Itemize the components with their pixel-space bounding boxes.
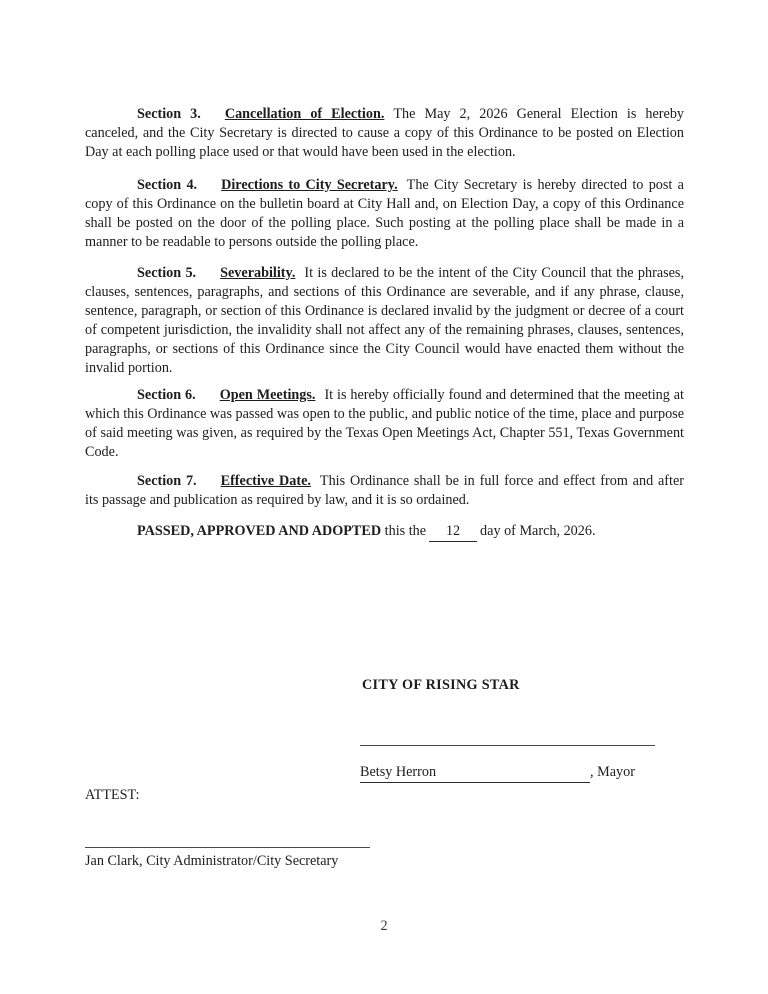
mayor-name-row [360, 763, 635, 783]
section-4-body: The City Secretary is hereby directed to post a copy of this Ordinance on the bulletin board at City Hall and, on Election Day, a copy of this Ordinance shall be posted on the door of the polling place. Such posting at the polling place shall be made in a manner to be readable to persons outside the polling place. [85, 177, 684, 250]
attest-label: ATTEST: [85, 787, 140, 803]
section-3-label: Section 3. [137, 106, 201, 122]
page-number: 2 [380, 918, 388, 934]
section-7-paragraph [85, 472, 684, 510]
mayor-signature-line [360, 745, 655, 746]
adoption-pre-blank: this the [384, 523, 427, 539]
mayor-printed-name: Betsy Herron [360, 763, 590, 783]
section-6-label: Section 6. [137, 387, 196, 403]
city-name-heading: CITY OF RISING STAR [362, 677, 520, 693]
section-6-paragraph [85, 386, 684, 462]
section-6-heading: Open Meetings. [219, 387, 316, 403]
section-7-heading: Effective Date. [220, 473, 311, 489]
section-3-body: The May 2, 2026 General Election is hereby canceled, and the City Secretary is directed to cause a copy of this Ordinance to be posted on Election Day at each polling place used or that would have been used in the election. [85, 106, 685, 160]
section-6-body: It is hereby officially found and determined that the meeting at which this Ordinance was passed was open to the public, and public notice of the time, place and purpose of said meeting was given, as required by the Texas Open Meetings Act, Chapter 551, Texas Government Code. [85, 387, 684, 460]
section-7-body: This Ordinance shall be in full force and effect from and after its passage and publication as required by law, and it is so ordained. [85, 473, 684, 508]
section-5-body: It is declared to be the intent of the City Council that the phrases, clauses, sentences, paragraphs, and sections of this Ordinance are severable, and if any phrase, clause, sentence, paragraph, or section of this Ordinance is declared invalid by the judgment or decree of a court of competent jurisdiction, the invalidity shall not affect any of the remaining phrases, clauses, sentences, paragraphs, or sections of this Ordinance since the City Council would have enacted them without the invalid portion. [85, 265, 684, 376]
adoption-lead: PASSED, APPROVED AND ADOPTED [137, 523, 382, 539]
document-body [85, 0, 684, 542]
secretary-printed-name: Jan Clark, City Administrator/City Secretary [85, 853, 339, 869]
section-3-heading: Cancellation of Election. [224, 106, 385, 122]
section-3-paragraph [85, 105, 684, 162]
secretary-signature-line [85, 847, 370, 848]
section-7-label: Section 7. [137, 473, 197, 489]
section-4-paragraph [85, 176, 684, 252]
adoption-day-blank: 12 [429, 522, 477, 542]
section-4-label: Section 4. [137, 177, 198, 193]
mayor-title: , Mayor [590, 764, 635, 780]
section-4-heading: Directions to City Secretary. [221, 177, 398, 193]
section-5-heading: Severability. [220, 265, 296, 281]
adoption-post-blank: day of March, 2026. [480, 523, 596, 539]
adoption-line [85, 522, 684, 542]
section-5-label: Section 5. [137, 265, 197, 281]
section-5-paragraph [85, 264, 684, 378]
